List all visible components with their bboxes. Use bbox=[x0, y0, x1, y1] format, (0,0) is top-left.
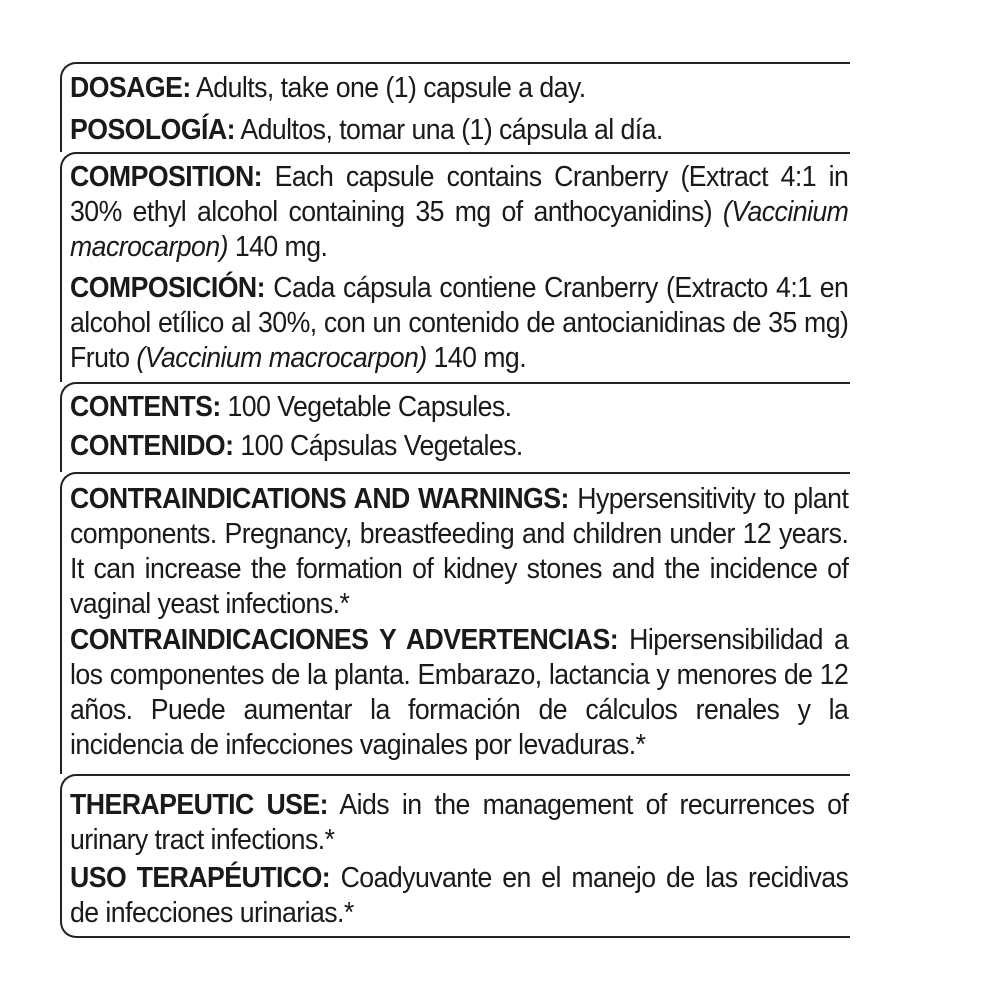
dosage-es-text: Adultos, tomar una (1) cápsula al día. bbox=[234, 114, 663, 146]
contents-es-label: CONTENIDO: bbox=[70, 430, 234, 462]
contents-en-paragraph bbox=[70, 390, 848, 425]
composition-en-tail: 140 mg. bbox=[227, 231, 328, 263]
contents-en-label: CONTENTS: bbox=[70, 391, 221, 423]
therapeutic-en-label: THERAPEUTIC USE: bbox=[70, 789, 329, 821]
contraindications-es-paragraph bbox=[70, 623, 848, 763]
composition-en-paragraph bbox=[70, 160, 848, 265]
composition-en-latin-name: (Vaccinium macrocarpon) bbox=[70, 196, 849, 263]
contents-en-text: 100 Vegetable Capsules. bbox=[220, 391, 512, 423]
composition-es-text: Cada cápsula contiene Cranberry (Extracto 4:1 en alcohol etílico al 30%, con un contenido de antocianidinas de 35 mg) Fruto bbox=[70, 272, 849, 374]
contents-es-text: 100 Cápsulas Vegetales. bbox=[233, 430, 523, 462]
dosage-en-paragraph bbox=[70, 71, 848, 106]
composition-es-tail: 140 mg. bbox=[426, 342, 527, 374]
contraindications-es-label: CONTRAINDICACIONES Y ADVERTENCIAS: bbox=[70, 624, 619, 656]
contraindications-en-paragraph bbox=[70, 482, 848, 622]
contents-es-paragraph bbox=[70, 429, 848, 464]
dosage-es-label: POSOLOGÍA: bbox=[70, 114, 235, 146]
dosage-en-text: Adults, take one (1) capsule a day. bbox=[190, 72, 586, 104]
composition-en-text: Each capsule contains Cranberry (Extract 4:1 in 30% ethyl alcohol containing 35 mg of anthocyanidins) bbox=[70, 161, 849, 228]
therapeutic-en-paragraph bbox=[70, 788, 848, 858]
dosage-en-label: DOSAGE: bbox=[70, 72, 191, 104]
composition-es-latin-name: (Vaccinium macrocarpon) bbox=[136, 342, 427, 374]
therapeutic-es-paragraph bbox=[70, 861, 848, 931]
composition-en-label: COMPOSITION: bbox=[70, 161, 262, 193]
composition-es-paragraph bbox=[70, 271, 848, 376]
dosage-es-paragraph bbox=[70, 113, 848, 148]
composition-es-label: COMPOSICIÓN: bbox=[70, 272, 265, 304]
therapeutic-es-text: Coadyuvante en el manejo de las recidivas de infecciones urinarias.* bbox=[70, 862, 849, 929]
therapeutic-es-label: USO TERAPÉUTICO: bbox=[70, 862, 331, 894]
contraindications-en-label: CONTRAINDICATIONS AND WARNINGS: bbox=[70, 483, 569, 515]
therapeutic-en-text: Aids in the management of recurrences of urinary tract infections.* bbox=[70, 789, 849, 856]
contraindications-en-text: Hypersensitivity to plant components. Pregnancy, breastfeeding and children under 12 years. It can increase the formation of kidney stones and the incidence of vaginal yeast infections.* bbox=[70, 483, 849, 620]
contraindications-es-text: Hipersensibilidad a los componentes de la planta. Embarazo, lactancia y menores de 12 años. Puede aumentar la formación de cálculos renales y la incidencia de infecciones vaginales por levaduras.* bbox=[70, 624, 849, 761]
